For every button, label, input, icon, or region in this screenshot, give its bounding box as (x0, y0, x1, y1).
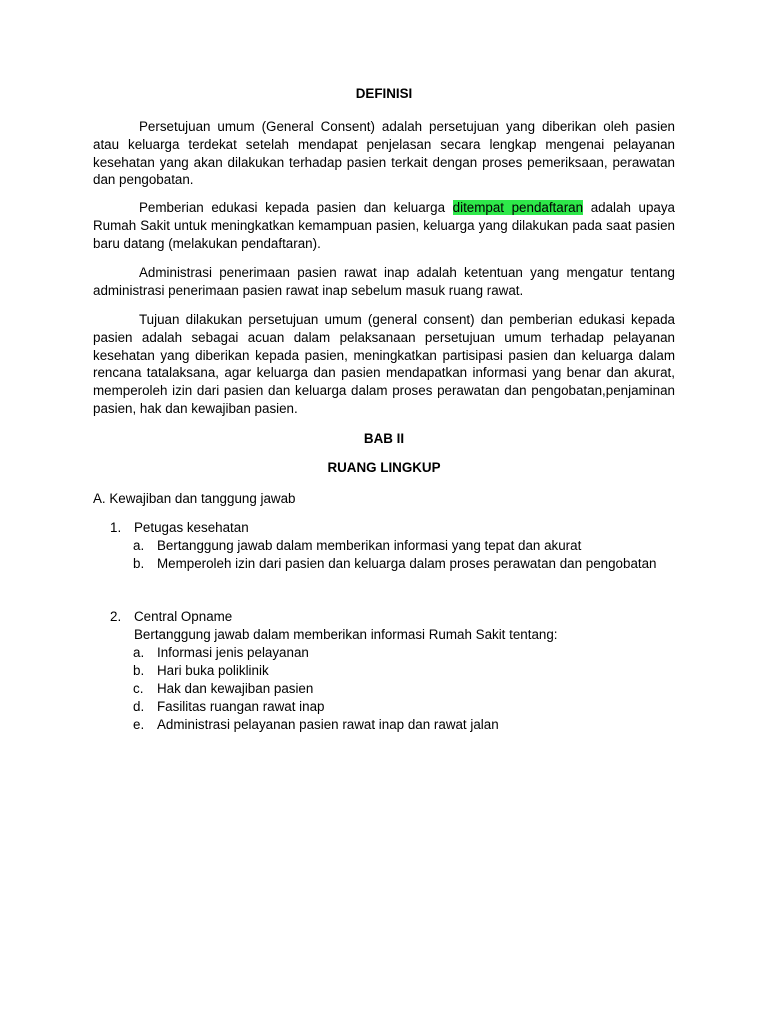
list-item-intro: Bertanggung jawab dalam memberikan informasi Rumah Sakit tentang: (134, 627, 558, 642)
heading-bab-ii: BAB II (363, 431, 405, 446)
highlighted-text: ditempat pendaftaran (452, 200, 584, 215)
edukasi-text-after: adalah upaya Rumah Sakit untuk meningkatkan kemampuan pasien, keluarga yang dilakukan pada saat pasien baru datang (melakukan pendaftaran). (93, 200, 675, 251)
paragraph-administrasi: Administrasi penerimaan pasien rawat inap adalah ketentuan yang mengatur tentang administrasi penerimaan pasien rawat inap sebelum masuk ruang rawat. (93, 265, 675, 298)
section-a-title: A. Kewajiban dan tanggung jawab (93, 491, 296, 506)
sub-item-text: Fasilitas ruangan rawat inap (157, 699, 325, 714)
sub-item-text: Memperoleh izin dari pasien dan keluarga dalam proses perawatan dan pengobatan (157, 556, 657, 571)
sub-item-letter: a. (133, 645, 145, 660)
paragraph-general-consent: Persetujuan umum (General Consent) adalah persetujuan yang diberikan oleh pasien atau keluarga terdekat setelah mendapat penjelasan secara lengkap mengenai pelayanan kesehatan yang akan dilakukan terhadap pasien terkait dengan proses pemeriksaan, perawatan dan pengobatan. (93, 119, 675, 188)
sub-item-letter: c. (133, 681, 144, 696)
list-number: 2. (110, 609, 122, 624)
list-number: 1. (110, 520, 122, 535)
sub-item-letter: d. (133, 699, 145, 714)
heading-definisi: DEFINISI (355, 86, 413, 101)
sub-item-letter: e. (133, 717, 145, 732)
paragraph-edukasi (93, 199, 675, 252)
sub-item-text: Bertanggung jawab dalam memberikan informasi yang tepat dan akurat (157, 538, 582, 553)
edukasi-text-before: Pemberian edukasi kepada pasien dan keluarga (139, 200, 453, 215)
list-item-title: Central Opname (134, 609, 233, 624)
sub-item-text: Administrasi pelayanan pasien rawat inap dan rawat jalan (157, 717, 499, 732)
heading-ruang-lingkup: RUANG LINGKUP (327, 460, 441, 475)
sub-item-text: Hari buka poliklinik (157, 663, 269, 678)
sub-item-text: Hak dan kewajiban pasien (157, 681, 314, 696)
paragraph-tujuan: Tujuan dilakukan persetujuan umum (general consent) dan pemberian edukasi kepada pasien adalah sebagai acuan dalam pelaksanaan persetujuan umum terhadap pelayanan kesehatan yang diberikan kepada pasien, meningkatkan partisipasi pasien dan keluarga dalam rencana tatalaksana, agar keluarga dan pasien mendapatkan informasi yang benar dan akurat, memperoleh izin dari pasien dan keluarga dalam proses perawatan dan pengobatan,penjaminan pasien, hak dan kewajiban pasien. (93, 312, 675, 416)
list-item-title: Petugas kesehatan (134, 520, 249, 535)
sub-item-text: Informasi jenis pelayanan (157, 645, 309, 660)
sub-item-letter: a. (133, 538, 145, 553)
sub-item-letter: b. (133, 663, 145, 678)
sub-item-letter: b. (133, 556, 145, 571)
